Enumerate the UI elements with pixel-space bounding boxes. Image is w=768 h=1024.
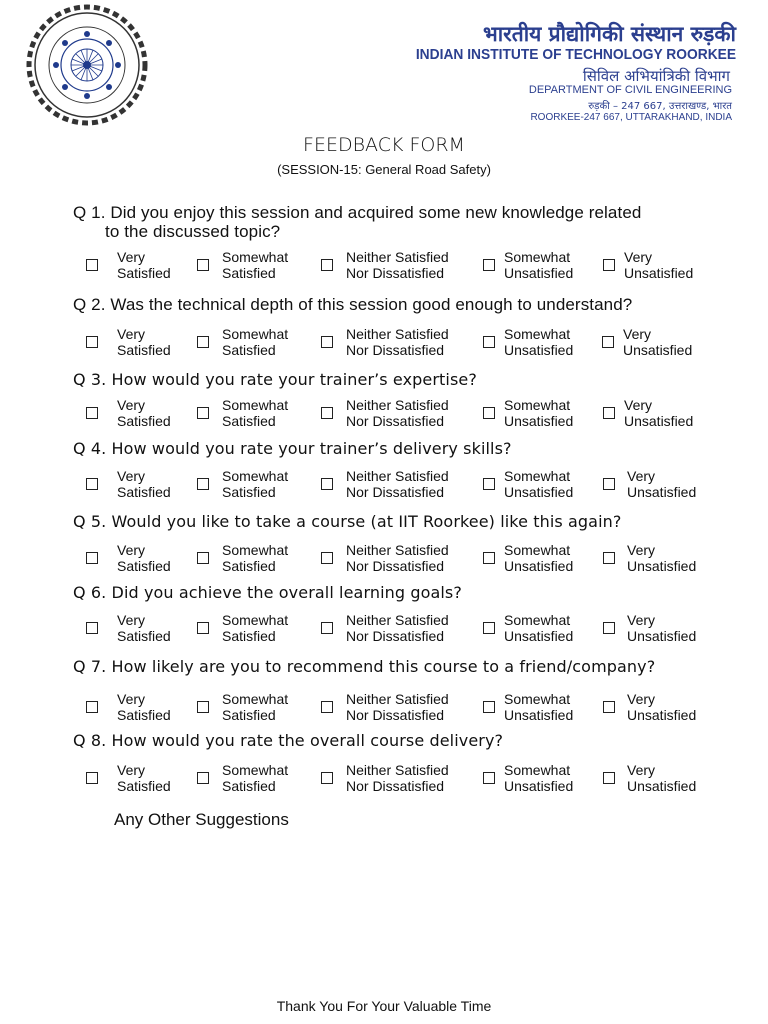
checkbox[interactable] [86, 772, 98, 784]
checkbox[interactable] [483, 701, 495, 713]
q6-rating-options: Very Satisfied Somewhat Satisfied Neither Satisfied Nor Dissatisfied Somewhat Unsatisfied Very Unsatisfied [0, 613, 768, 649]
checkbox[interactable] [603, 701, 615, 713]
checkbox[interactable] [602, 336, 614, 348]
question-8: Q 8. How would you rate the overall course delivery? [73, 731, 504, 750]
suggestions-label: Any Other Suggestions [114, 810, 289, 829]
q2-rating-options: Very Satisfied Somewhat Satisfied Neither Satisfied Nor Dissatisfied Somewhat Unsatisfied Very Unsatisfied [0, 327, 768, 363]
checkbox[interactable] [321, 552, 333, 564]
checkbox[interactable] [86, 336, 98, 348]
q8-rating-options: Very Satisfied Somewhat Satisfied Neither Satisfied Nor Dissatisfied Somewhat Unsatisfied Very Unsatisfied [0, 763, 768, 799]
form-subtitle: (SESSION-15: General Road Safety) [277, 162, 491, 177]
checkbox[interactable] [483, 772, 495, 784]
address-hindi: रुड़की – 247 667, उत्तराखण्ड, भारत [588, 101, 732, 112]
institute-name-hindi: भारतीय प्रौद्योगिकी संस्थान रुड़की [482, 22, 736, 46]
checkbox[interactable] [197, 772, 209, 784]
checkbox[interactable] [321, 701, 333, 713]
q1-rating-options: Very Satisfied Somewhat Satisfied Neither Satisfied Nor Dissatisfied Somewhat Unsatisfied Very Unsatisfied [0, 250, 768, 286]
form-title: FEEDBACK FORM [303, 134, 465, 156]
checkbox[interactable] [603, 478, 615, 490]
checkbox[interactable] [603, 552, 615, 564]
question-2: Q 2. Was the technical depth of this session good enough to understand? [73, 295, 633, 314]
checkbox[interactable] [321, 478, 333, 490]
checkbox[interactable] [483, 478, 495, 490]
department-english: DEPARTMENT OF CIVIL ENGINEERING [528, 84, 732, 96]
department-hindi: सिविल अभियांत्रिकी विभाग [582, 67, 730, 85]
question-4: Q 4. How would you rate your trainer’s delivery skills? [73, 439, 512, 458]
checkbox[interactable] [321, 407, 333, 419]
checkbox[interactable] [483, 259, 495, 271]
q7-rating-options: Very Satisfied Somewhat Satisfied Neither Satisfied Nor Dissatisfied Somewhat Unsatisfied Very Unsatisfied [0, 692, 768, 728]
iit-roorkee-logo [22, 4, 152, 126]
q4-rating-options: Very Satisfied Somewhat Satisfied Neither Satisfied Nor Dissatisfied Somewhat Unsatisfied Very Unsatisfied [0, 469, 768, 505]
checkbox[interactable] [483, 622, 495, 634]
checkbox[interactable] [321, 772, 333, 784]
checkbox[interactable] [197, 552, 209, 564]
checkbox[interactable] [483, 407, 495, 419]
question-1-line1: Q 1. Did you enjoy this session and acquired some new knowledge related [73, 203, 642, 222]
checkbox[interactable] [321, 622, 333, 634]
checkbox[interactable] [603, 407, 615, 419]
question-3: Q 3. How would you rate your trainer’s expertise? [73, 370, 477, 389]
checkbox[interactable] [197, 478, 209, 490]
checkbox[interactable] [603, 259, 615, 271]
checkbox[interactable] [86, 259, 98, 271]
checkbox[interactable] [86, 407, 98, 419]
checkbox[interactable] [86, 478, 98, 490]
checkbox[interactable] [86, 622, 98, 634]
question-1-line2: to the discussed topic? [105, 222, 281, 241]
question-5: Q 5. Would you like to take a course (at IIT Roorkee) like this again? [73, 512, 622, 531]
checkbox[interactable] [197, 701, 209, 713]
question-7: Q 7. How likely are you to recommend this course to a friend/company? [73, 657, 656, 676]
checkbox[interactable] [483, 552, 495, 564]
footer-thanks: Thank You For Your Valuable Time [276, 998, 492, 1014]
institute-name-english: INDIAN INSTITUTE OF TECHNOLOGY ROORKEE [415, 46, 736, 63]
checkbox[interactable] [603, 772, 615, 784]
question-1 [73, 203, 718, 241]
checkbox[interactable] [86, 701, 98, 713]
checkbox[interactable] [86, 552, 98, 564]
q3-rating-options: Very Satisfied Somewhat Satisfied Neither Satisfied Nor Dissatisfied Somewhat Unsatisfied Very Unsatisfied [0, 398, 768, 434]
checkbox[interactable] [197, 259, 209, 271]
checkbox[interactable] [483, 336, 495, 348]
checkbox[interactable] [197, 622, 209, 634]
checkbox[interactable] [197, 407, 209, 419]
checkbox[interactable] [197, 336, 209, 348]
q5-rating-options: Very Satisfied Somewhat Satisfied Neither Satisfied Nor Dissatisfied Somewhat Unsatisfied Very Unsatisfied [0, 543, 768, 579]
address-english: ROORKEE-247 667, UTTARAKHAND, INDIA [530, 112, 732, 123]
checkbox[interactable] [603, 622, 615, 634]
question-6: Q 6. Did you achieve the overall learning goals? [73, 583, 462, 602]
checkbox[interactable] [321, 259, 333, 271]
checkbox[interactable] [321, 336, 333, 348]
